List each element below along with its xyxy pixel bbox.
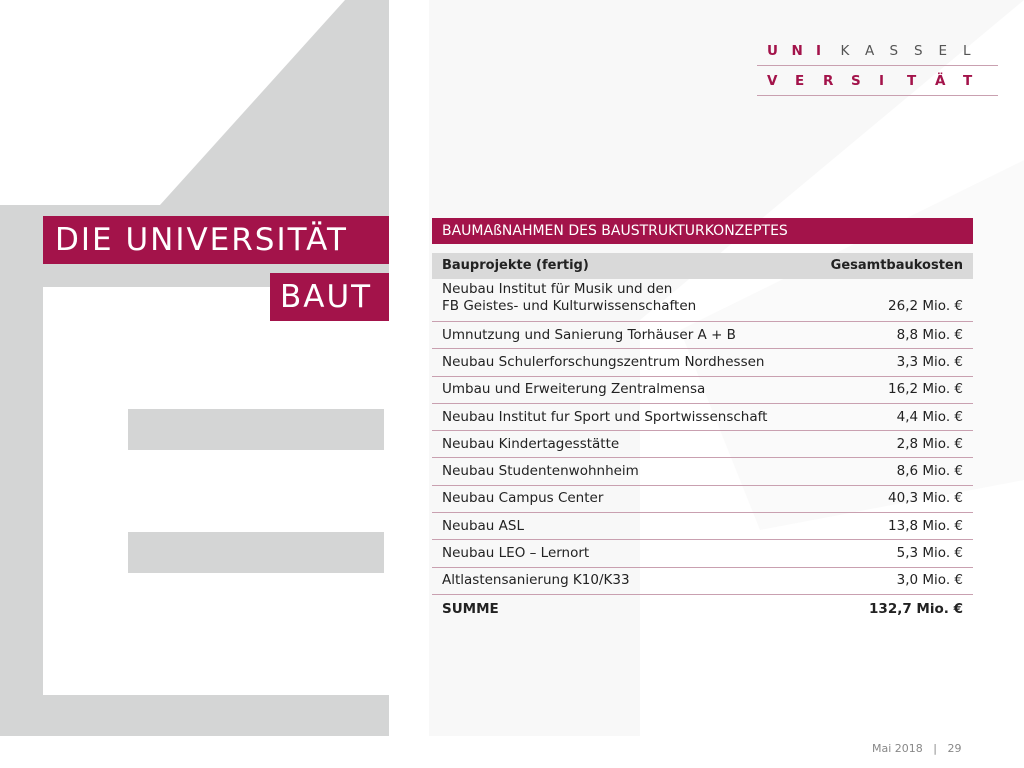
project-cost: 5,3 Mio. € bbox=[896, 545, 963, 562]
project-name: Neubau ASL bbox=[442, 517, 524, 534]
page-number: 29 bbox=[947, 742, 962, 755]
table-body bbox=[432, 279, 973, 595]
project-cost: 13,8 Mio. € bbox=[888, 517, 963, 534]
project-name: Neubau Studentenwohnheim bbox=[442, 463, 639, 480]
project-cost: 2,8 Mio. € bbox=[896, 435, 963, 452]
project-name: Altlastensanierung K10/K33 bbox=[442, 572, 630, 589]
faint-left-white bbox=[389, 0, 429, 736]
logo-letter: I bbox=[816, 42, 822, 59]
project-cost: 4,4 Mio. € bbox=[896, 408, 963, 425]
table-sum-row bbox=[432, 595, 973, 622]
e-bar-upper bbox=[128, 409, 384, 450]
table-row bbox=[432, 404, 973, 431]
university-logo bbox=[757, 36, 998, 96]
logo-letter: E bbox=[938, 42, 948, 59]
logo-letter: S bbox=[851, 72, 861, 89]
project-name: Neubau Schulerforschungszentrum Nordhessen bbox=[442, 353, 765, 370]
table-row bbox=[432, 377, 973, 404]
column-header-cost: Gesamtbaukosten bbox=[830, 258, 963, 273]
logo-letter: I bbox=[879, 72, 885, 89]
column-header-project: Bauprojekte (fertig) bbox=[442, 258, 589, 273]
project-cost: 8,8 Mio. € bbox=[896, 326, 963, 343]
project-name: Umbau und Erweiterung Zentralmensa bbox=[442, 381, 706, 398]
slide-title-line-1: DIE UNIVERSITÄT bbox=[43, 216, 389, 264]
project-name: Neubau Institut für Musik und den FB Geistes- und Kulturwissenschaften bbox=[442, 281, 697, 314]
table-row bbox=[432, 513, 973, 540]
logo-letter: E bbox=[795, 72, 805, 89]
table-row bbox=[432, 486, 973, 513]
logo-letter: T bbox=[963, 72, 973, 89]
logo-letter: R bbox=[823, 72, 834, 89]
table-row bbox=[432, 349, 973, 376]
table-row bbox=[432, 431, 973, 458]
e-inner-white bbox=[43, 287, 389, 695]
logo-letter: Ä bbox=[935, 72, 946, 89]
project-cost: 3,3 Mio. € bbox=[896, 353, 963, 370]
logo-letter: S bbox=[914, 42, 923, 59]
project-cost: 16,2 Mio. € bbox=[888, 381, 963, 398]
project-cost: 40,3 Mio. € bbox=[888, 490, 963, 507]
logo-letter: U bbox=[767, 42, 778, 59]
construction-table bbox=[432, 218, 973, 622]
table-row bbox=[432, 568, 973, 595]
table-row bbox=[432, 540, 973, 567]
table-row bbox=[432, 322, 973, 349]
logo-letter: T bbox=[907, 72, 917, 89]
footer-date: Mai 2018 bbox=[872, 742, 923, 755]
logo-letter: A bbox=[865, 42, 875, 59]
project-name: Umnutzung und Sanierung Torhäuser A + B bbox=[442, 326, 736, 343]
slide-title-line-2: BAUT bbox=[270, 273, 389, 321]
logo-letter: V bbox=[767, 72, 778, 89]
project-cost: 26,2 Mio. € bbox=[888, 298, 963, 314]
logo-letter: S bbox=[889, 42, 899, 59]
project-cost: 8,6 Mio. € bbox=[896, 463, 963, 480]
sum-label: SUMME bbox=[442, 600, 499, 617]
logo-row-1 bbox=[757, 36, 998, 66]
logo-letter: K bbox=[840, 42, 850, 59]
table-column-header bbox=[432, 253, 973, 279]
table-heading: BAUMAßNAHMEN DES BAUSTRUKTURKONZEPTES bbox=[432, 218, 973, 244]
project-name: Neubau Campus Center bbox=[442, 490, 604, 507]
footer-separator: | bbox=[933, 742, 937, 755]
table-row bbox=[432, 279, 973, 322]
project-name: Neubau Kindertagesstätte bbox=[442, 435, 620, 452]
project-cost: 3,0 Mio. € bbox=[896, 572, 963, 589]
e-bar-lower bbox=[128, 532, 384, 573]
project-name: Neubau Institut fur Sport und Sportwissenschaft bbox=[442, 408, 768, 425]
logo-letter: L bbox=[963, 42, 971, 59]
project-name: Neubau LEO – Lernort bbox=[442, 545, 590, 562]
logo-letter: N bbox=[791, 42, 803, 59]
table-row bbox=[432, 458, 973, 485]
logo-row-2 bbox=[757, 66, 998, 96]
sum-value: 132,7 Mio. € bbox=[869, 600, 963, 617]
slide-footer bbox=[872, 742, 962, 755]
